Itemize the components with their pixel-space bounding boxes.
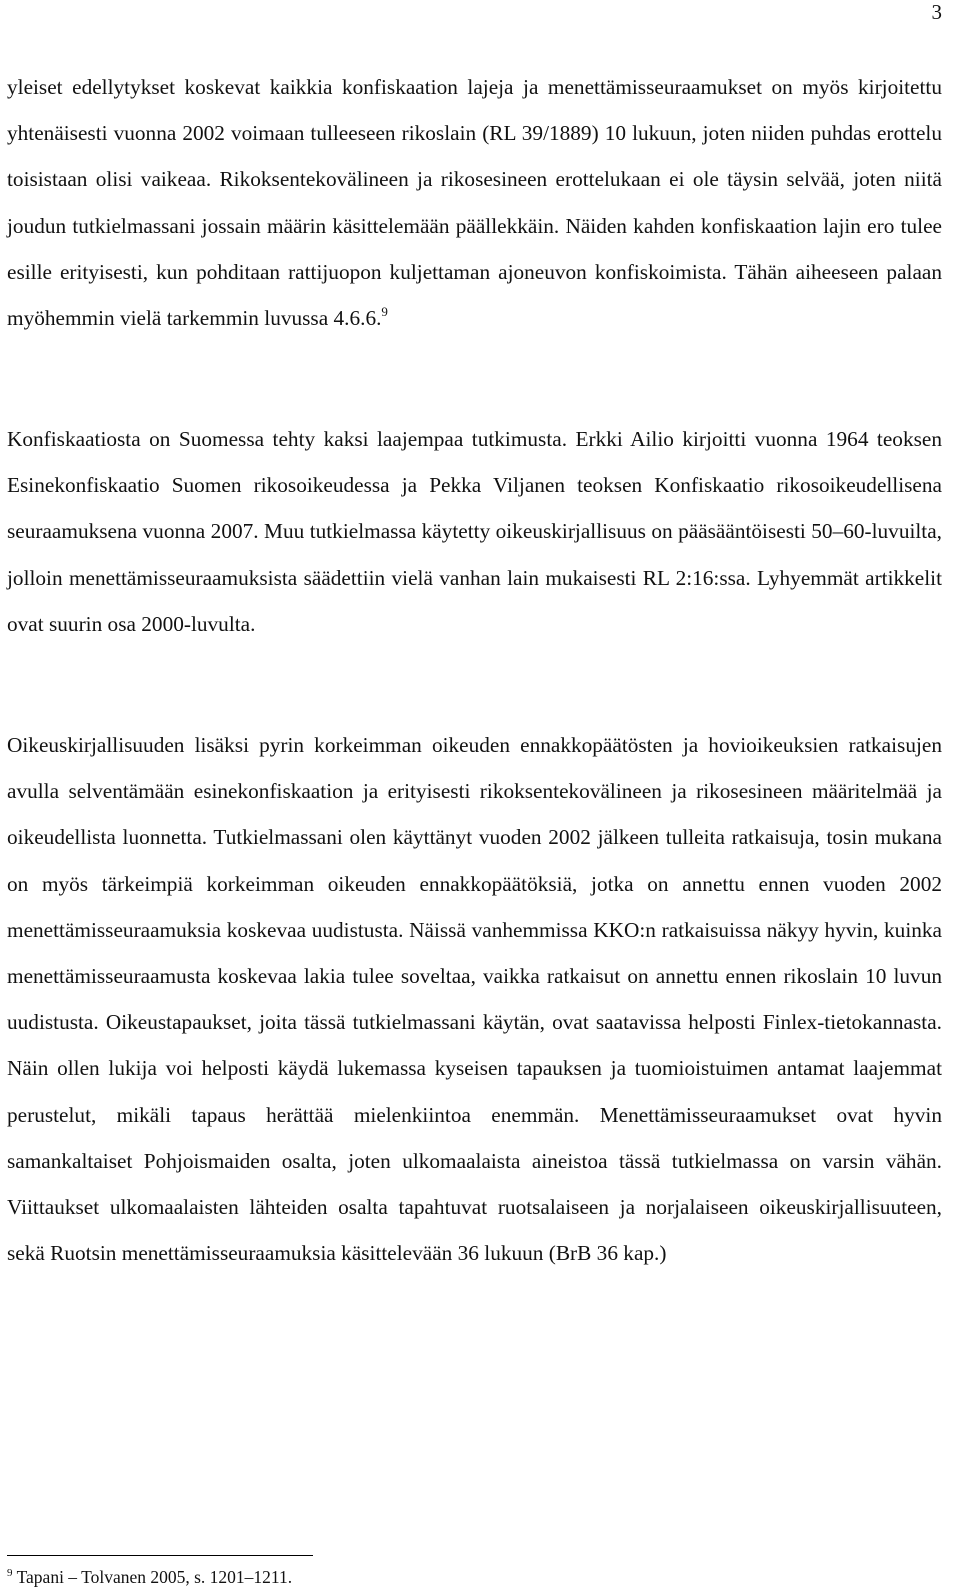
footnote-text: Tapani – Tolvanen 2005, s. 1201–1211. — [16, 1567, 293, 1587]
footnote — [7, 1565, 292, 1589]
footnote-marker: 9 — [7, 1567, 13, 1579]
footnote-divider — [7, 1555, 313, 1556]
body-paragraph-2 — [7, 416, 942, 647]
footnote-reference[interactable]: 9 — [381, 304, 388, 320]
body-paragraph-3 — [7, 722, 942, 1276]
body-paragraph-1 — [7, 64, 942, 341]
paragraph-text: yleiset edellytykset koskevat kaikkia konfiskaation lajeja ja menettämisseuraamukset on myös kirjoitettu yhtenäisesti vuonna 2002 voimaan tulleeseen rikoslain (RL 39/1889) 10 lukuun, joten niiden puhdas erottelu toisistaan olisi vaikeaa. Rikoksentekovälineen ja rikosesineen erottelukaan ei ole täysin selvää, joten niitä joudun tutkielmassani jossain määrin käsittelemään päällekkäin. Näiden kahden konfiskaation lajin ero tulee esille erityisesti, kun pohditaan rattijuopon kuljettaman ajoneuvon konfiskoimista. Tähän aiheeseen palaan myöhemmin vielä tarkemmin luvussa 4.6.6. — [7, 75, 942, 331]
paragraph-text: Konfiskaatiosta on Suomessa tehty kaksi laajempaa tutkimusta. Erkki Ailio kirjoitti vuonna 1964 teoksen Esinekonfiskaatio Suomen rikosoikeudessa ja Pekka Viljanen teoksen Konfiskaatio rikosoikeudellisena seuraamuksena vuonna 2007. Muu tutkielmassa käytetty oikeuskirjallisuus on pääsääntöisesti 50–60-luvuilta, jolloin menettämisseuraamuksista säädettiin vielä vanhan lain mukaisesti RL 2:16:ssa. Lyhyemmät artikkelit ovat suurin osa 2000-luvulta. — [7, 427, 942, 636]
page-number: 3 — [931, 0, 942, 24]
paragraph-text: Oikeuskirjallisuuden lisäksi pyrin korkeimman oikeuden ennakkopäätösten ja hovioikeuksien ratkaisujen avulla selventämään esinekonfiskaation ja erityisesti rikoksentekovälineen ja rikosesineen määritelmää ja oikeudellista luonnetta. Tutkielmassani olen käyttänyt vuoden 2002 jälkeen tulleita ratkaisuja, tosin mukana on myös tärkeimpiä korkeimman oikeuden ennakkopäätöksiä, jotka on annettu ennen vuoden 2002 menettämisseuraamuksia koskevaa uudistusta. Näissä vanhemmissa KKO:n ratkaisuissa näkyy hyvin, kuinka menettämisseuraamusta koskevaa lakia tulee soveltaa, vaikka ratkaisut on annettu ennen rikoslain 10 luvun uudistusta. Oikeustapaukset, joita tässä tutkielmassani käytän, ovat saatavissa helposti Finlex-tietokannasta. Näin ollen lukija voi helposti käydä lukemassa kyseisen tapauksen ja tuomioistuimen antamat laajemmat perustelut, mikäli tapaus herättää mielenkiintoa enemmän. Menettämisseuraamukset ovat hyvin samankaltaiset Pohjoismaiden osalta, joten ulkomaalaista aineistoa tässä tutkielmassa on varsin vähän. Viittaukset ulkomaalaisten lähteiden osalta tapahtuvat ruotsalaiseen ja norjalaiseen oikeuskirjallisuuteen, sekä Ruotsin menettämisseuraamuksia käsittelevään 36 lukuun (BrB 36 kap.) — [7, 733, 942, 1266]
